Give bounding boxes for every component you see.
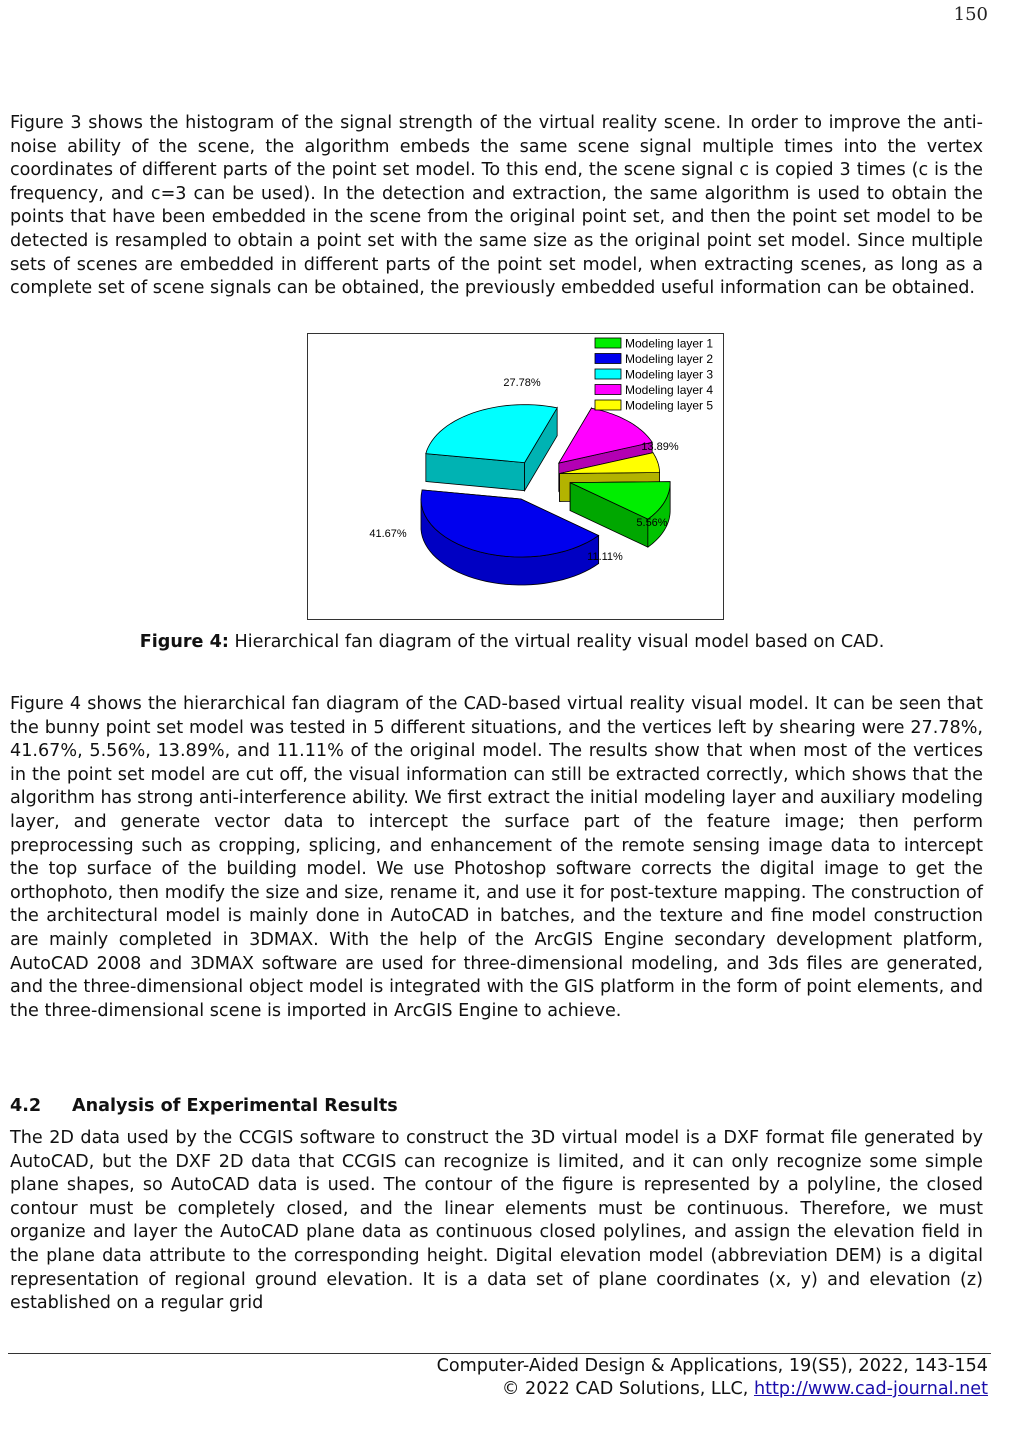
legend-label-4: Modeling layer 4 bbox=[625, 383, 714, 397]
legend-swatch-1 bbox=[595, 338, 621, 348]
section-title: Analysis of Experimental Results bbox=[72, 1096, 398, 1116]
data-label-3: 27.78% bbox=[503, 377, 541, 389]
legend-label-1: Modeling layer 1 bbox=[625, 336, 714, 351]
footer-copyright: © 2022 CAD Solutions, LLC, bbox=[501, 1379, 754, 1399]
figure-4-pie-chart bbox=[307, 333, 724, 620]
body-paragraph-1: Figure 3 shows the histogram of the signal strength of the virtual reality scene. In order to improve the anti-noise ability of the scene, the algorithm embeds the same scene signal multiple times into the vertex coordinates of different parts of the point set model. To this end, the scene signal c is copied 3 times (c is the frequency, and c=3 can be used). In the detection and extraction, the same algorithm is used to obtain the points that have been embedded in the scene from the original point set, and then the point set model to be detected is resampled to obtain a point set with the same size as the original point set model. Since multiple sets of scenes are embedded in different parts of the point set model, when extracting scenes, as long as a complete set of scene signals can be obtained, the previously embedded useful information can be obtained. bbox=[10, 113, 983, 299]
body-paragraph-2: Figure 4 shows the hierarchical fan diagram of the CAD-based virtual reality visual model. It can be seen that the bunny point set model was tested in 5 different situations, and the vertices left by shearing were 27.78%, 41.67%, 5.56%, 13.89%, and 11.11% of the original model. The results show that when most of the vertices in the point set model are cut off, the visual information can still be extracted correctly, which shows that the algorithm has strong anti-interference ability. We first extract the initial modeling layer and auxiliary modeling layer, and generate vector data to intercept the surface part of the feature image; then perform preprocessing such as cropping, splicing, and enhancement of the remote sensing image data to intercept the top surface of the building model. We use Photoshop software corrects the digital image to get the orthophoto, then modify the size and size, rename it, and use it for post-texture mapping. The construction of the architectural model is mainly done in AutoCAD in batches, and the texture and fine model construction are mainly completed in 3DMAX. With the help of the ArcGIS Engine secondary development platform, AutoCAD 2008 and 3DMAX software are used for three-dimensional modeling, and 3ds files are generated, and the three-dimensional object model is integrated with the GIS platform in the form of point elements, and the three-dimensional scene is imported in ArcGIS Engine to achieve. bbox=[10, 694, 983, 1021]
data-label-5: 5.56% bbox=[636, 517, 668, 529]
legend-label-3: Modeling layer 3 bbox=[625, 367, 714, 382]
caption-label: Figure 4: bbox=[139, 632, 229, 652]
body-paragraph-3: The 2D data used by the CCGIS software to construct the 3D virtual model is a DXF format file generated by AutoCAD, but the DXF 2D data that CCGIS can recognize is limited, and it can only recognize some simple plane shapes, so AutoCAD data is used. The contour of the figure is represented by a polyline, the closed contour must be completely closed, and the linear elements must be continuous. Therefore, we must organize and layer the AutoCAD plane data as continuous closed polylines, and assign the elevation field in the plane data attribute to the corresponding height. Digital elevation model (abbreviation DEM) is a digital representation of regional ground elevation. It is a data set of plane coordinates (x, y) and elevation (z) established on a regular grid bbox=[10, 1128, 983, 1314]
legend-label-2: Modeling layer 2 bbox=[625, 352, 714, 366]
section-number: 4.2 bbox=[10, 1096, 42, 1116]
legend-swatch-5 bbox=[595, 400, 621, 410]
legend-swatch-2 bbox=[595, 354, 621, 364]
section-heading bbox=[10, 1096, 398, 1116]
pie-slice-3 bbox=[426, 405, 557, 491]
footer-journal-line: Computer-Aided Design & Applications, 19(S5), 2022, 143-154 bbox=[436, 1356, 988, 1376]
legend-swatch-3 bbox=[595, 369, 621, 379]
page-number: 150 bbox=[953, 4, 988, 25]
legend-swatch-4 bbox=[595, 385, 621, 395]
legend-label-5: Modeling layer 5 bbox=[625, 398, 714, 413]
pie-chart-svg bbox=[308, 334, 723, 619]
footer-copyright-line bbox=[437, 1378, 988, 1401]
chart-legend bbox=[595, 337, 713, 413]
data-label-2: 41.67% bbox=[369, 528, 407, 540]
journal-link[interactable]: http://www.cad-journal.net bbox=[753, 1379, 988, 1399]
data-label-4: 13.89% bbox=[641, 441, 679, 453]
data-label-1: 11.11% bbox=[587, 551, 623, 563]
caption-text: Hierarchical fan diagram of the virtual reality visual model based on CAD. bbox=[228, 632, 885, 652]
footer-divider bbox=[8, 1353, 991, 1354]
page-footer bbox=[437, 1355, 988, 1401]
figure-caption bbox=[0, 632, 1024, 652]
